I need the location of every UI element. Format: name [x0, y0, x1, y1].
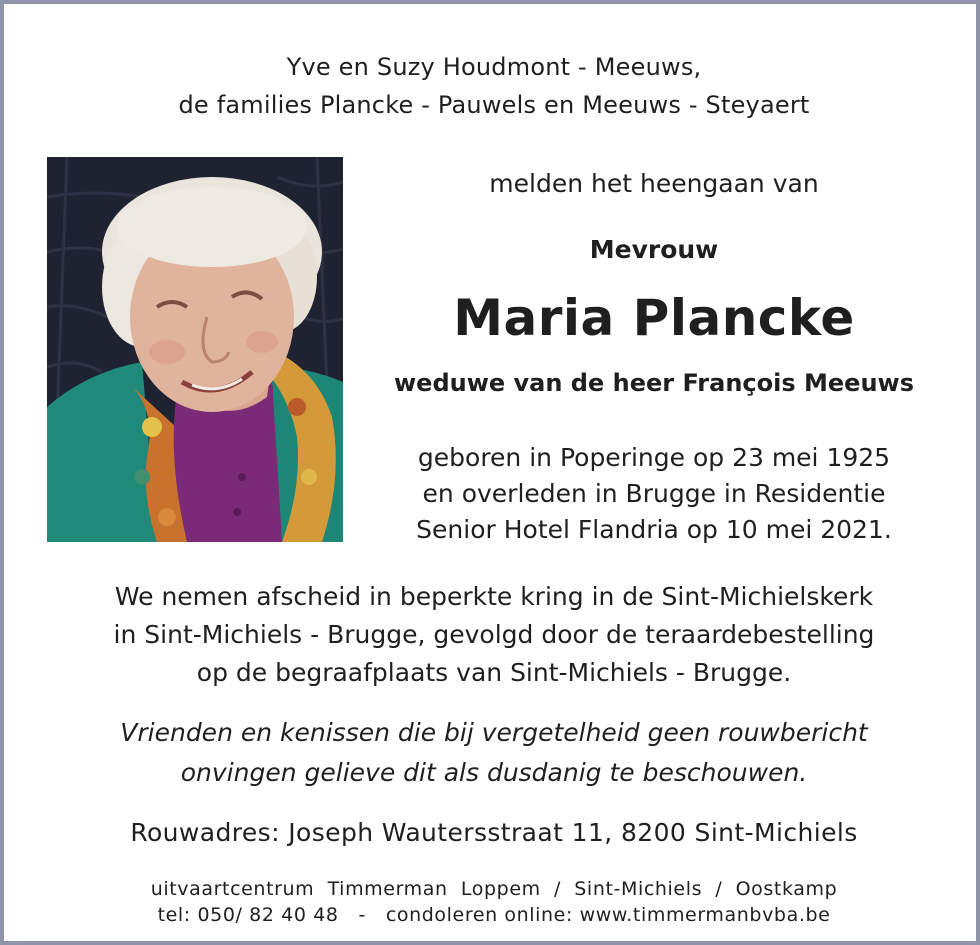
- notice-line-2: onvingen gelieve dit als dusdanig te beschouwen.: [180, 758, 808, 787]
- announcers-line-2: de families Plancke - Pauwels en Meeuws - Steyaert: [178, 91, 810, 119]
- footer-line-1: uitvaartcentrum Timmerman Loppem / Sint-Michiels / Oostkamp: [150, 878, 838, 900]
- notice-line-1: Vrienden en kenissen die bij vergetelheid geen rouwbericht: [120, 718, 868, 747]
- notice-text: [4, 713, 980, 793]
- widow-of: weduwe van de heer François Meeuws: [394, 369, 914, 397]
- farewell-line-2: in Sint-Michiels - Brugge, gevolgd door de teraardebestelling: [113, 620, 875, 649]
- deceased-title: Mevrouw: [589, 235, 719, 264]
- died-line-2: Senior Hotel Flandria op 10 mei 2021.: [416, 515, 892, 544]
- footer-line-2: tel: 050/ 82 40 48 - condoleren online: www.timmermanbvba.be: [157, 904, 831, 926]
- announcement: melden het heengaan van: [489, 169, 819, 198]
- farewell-line-1: We nemen afscheid in beperkte kring in de Sint-Michielskerk: [114, 582, 874, 611]
- portrait-photo: [47, 157, 343, 542]
- announcers-line-1: Yve en Suzy Houdmont - Meeuws,: [286, 53, 702, 81]
- announcers: [4, 48, 980, 124]
- funeral-home-footer: [4, 876, 980, 928]
- farewell-line-3: op de begraafplaats van Sint-Michiels - Brugge.: [196, 658, 792, 687]
- mourning-address: Rouwadres: Joseph Wautersstraat 11, 8200 Sint-Michiels: [130, 818, 858, 847]
- died-line-1: en overleden in Brugge in Residentie: [422, 479, 886, 508]
- farewell-text: [4, 578, 980, 692]
- born-line: geboren in Poperinge op 23 mei 1925: [417, 443, 891, 472]
- life-dates: [344, 440, 964, 548]
- deceased-name: Maria Plancke: [453, 289, 855, 347]
